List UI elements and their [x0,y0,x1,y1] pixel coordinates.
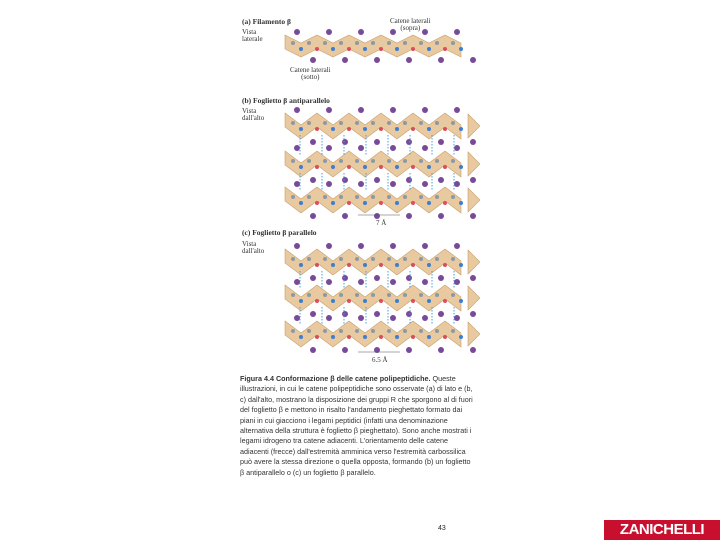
panel-c-strand-3-r-group [454,315,460,321]
panel-a-strand-atom [355,41,359,45]
panel-b-strand-1-atom [291,121,295,125]
panel-b-strand-3-atom [379,201,383,205]
panel-a-strand-r-group [342,57,348,63]
panel-b-strand-2-atom [411,165,415,169]
panel-c-strand-2-arrow [468,286,480,310]
panel-a-strand-atom [411,47,415,51]
panel-c-strand-3-atom [355,329,359,333]
panel-a-strand-atom [323,41,327,45]
panel-a-strand-atom [363,47,367,51]
panel-b-strand-3-r-group [454,181,460,187]
panel-c-strand-3-atom [451,329,455,333]
panel-c-strand-1-atom [387,257,391,261]
panel-c-strand-3-r-group [326,315,332,321]
panel-a-strand-r-group [294,29,300,35]
panel-a-heading: (a) Filamento β [242,17,291,26]
panel-c-strand-1-atom [379,263,383,267]
panel-a-strand-atom [291,41,295,45]
beta-sheet-figure [240,0,480,372]
panel-c-strand-1-r-group [470,275,476,281]
panel-c-strand-3-r-group [438,347,444,353]
page-number: 43 [438,525,446,532]
figure-caption [240,374,476,478]
panel-b-strand-2-atom [435,159,439,163]
panel-c-strand-3-r-group [310,347,316,353]
panel-b-strand-2-arrow [468,152,480,176]
panel-b-strand-1-atom [395,127,399,131]
panel-c-strand-1-atom [315,263,319,267]
panel-b-strand-3-atom [459,201,463,205]
panel-c-strand-3-arrow [468,322,480,346]
panel-b-strand-1-atom [403,121,407,125]
panel-a-strand-atom [435,41,439,45]
panel-c-strand-2-r-group [422,279,428,285]
panel-c-strand-3-r-group [342,347,348,353]
panel-c-strand-1-atom [355,257,359,261]
panel-b-strand-3-atom [315,201,319,205]
panel-c-top-view-label: Vista dall'alto [242,240,265,256]
panel-a-strand-r-group [438,57,444,63]
panel-c-strand-1-atom [347,263,351,267]
panel-b-strand-1-atom [411,127,415,131]
panel-b-strand-3-atom [419,195,423,199]
panel-b-strand-1-atom [299,127,303,131]
panel-b-strand-1-atom [419,121,423,125]
panel-b-strand-1-atom [371,121,375,125]
panel-c-distance-label: 6.5 Å [372,356,388,364]
panel-c-strand-3-atom [331,335,335,339]
panel-c-strand-3-atom [347,335,351,339]
panel-b-strand-2-atom [347,165,351,169]
panel-b-strand-2-r-group [294,145,300,151]
panel-b-strand-2-atom [355,159,359,163]
panel-a-strand-r-group [358,29,364,35]
panel-b-strand-3-atom [331,201,335,205]
panel-c-strand-2-atom [379,299,383,303]
panel-c-strand-2-atom [339,293,343,297]
caption-body: Queste illustrazioni, in cui le catene polipeptidiche sono osservate (a) di lato e (b, c) dall'alto, mostrano la disposizione dei gruppi R che sporgono al di fuori del foglietto β e mettono in risalto l'andamento pieghettato formato dai piani in cui giacciono i legami peptidici (infatti una denominazione alternativa della struttura è foglietto β pieghettato). Sono anche mostrati i legami idrogeno tra catene adiacenti. L'orientamento delle catene adiacenti (frecce) dall'estremità amminica verso l'estremità carbossilica può avere la stessa direzione o quella opposta, formando (b) un foglietto β antiparallelo o (c) un foglietto β parallelo. [240,374,473,477]
panel-b-strand-2-atom [451,159,455,163]
panel-b-strand-1-r-group [358,107,364,113]
panel-b-top-view-label: Vista dall'alto [242,107,265,123]
panel-b-strand-3-atom [363,201,367,205]
panel-b-strand-1-r-group [390,107,396,113]
panel-c-strand-2-atom [331,299,335,303]
panel-a-side-view-label: Vista laterale [242,28,263,44]
panel-c-strand-3-atom [307,329,311,333]
panel-b-strand-1-atom [379,127,383,131]
zanichelli-logo: ZANICHELLI [604,520,720,540]
panel-c-strand-2-atom [347,299,351,303]
panel-b-strand-1-atom [315,127,319,131]
panel-c-strand-1-atom [331,263,335,267]
panel-b-strand-1-r-group [294,107,300,113]
panel-c-strand-1-atom [395,263,399,267]
panel-b-strand-1-atom [435,121,439,125]
panel-c-strand-1-atom [427,263,431,267]
panel-b-strand-2-r-group [470,177,476,183]
caption-title-text: Conformazione β delle catene polipeptidiche. [275,374,431,383]
panel-c-strand-1-atom [459,263,463,267]
panel-c-strand-2-atom [427,299,431,303]
panel-b-strand-3-r-group [422,181,428,187]
panel-b-strand-1-r-group [422,107,428,113]
panel-c-strand-3-atom [299,335,303,339]
panel-b-strand-2-atom [387,159,391,163]
panel-c-strand-1-r-group [454,243,460,249]
panel-c-strand-3-r-group [390,315,396,321]
panel-b-strand-3-r-group [438,213,444,219]
panel-b-strand-3-atom [347,201,351,205]
panel-b-strand-1-r-group [406,139,412,145]
panel-b-strand-2-atom [299,165,303,169]
panel-c-strand-1-r-group [326,243,332,249]
panel-c-strand-3-r-group [470,347,476,353]
panel-a-strand-r-group [310,57,316,63]
panel-b-strand-3-atom [371,195,375,199]
panel-c-strand-2-r-group [454,279,460,285]
panel-c-strand-1-atom [291,257,295,261]
panel-c-strand-2-atom [411,299,415,303]
panel-c-strand-1-r-group [422,243,428,249]
panel-a-strand-atom [427,47,431,51]
panel-c-strand-3-atom [363,335,367,339]
panel-c-strand-3-atom [403,329,407,333]
panel-c-strand-1-atom [323,257,327,261]
panel-b-strand-1-atom [307,121,311,125]
panel-c-strand-1-r-group [406,275,412,281]
panel-b-strand-3-r-group [326,181,332,187]
panel-c-strand-3-atom [459,335,463,339]
panel-c-strand-2-atom [307,293,311,297]
panel-c-strand-1-atom [411,263,415,267]
panel-c-strand-1-atom [403,257,407,261]
panel-c-strand-2-atom [371,293,375,297]
panel-c-strand-3-atom [379,335,383,339]
panel-c-strand-2-atom [291,293,295,297]
panel-b-strand-2-atom [363,165,367,169]
panel-b-strand-2-atom [395,165,399,169]
panel-c-strand-2-r-group [294,279,300,285]
panel-a-strand-atom [419,41,423,45]
panel-b-strand-3-r-group [342,213,348,219]
panel-b-strand-3-r-group [390,181,396,187]
panel-b-strand-2 [285,151,461,177]
panel-c-strand-2-r-group [438,311,444,317]
panel-b-strand-3-atom [323,195,327,199]
panel-c-strand-3-atom [427,335,431,339]
panel-b-strand-1-r-group [454,107,460,113]
panel-c-strand-2-atom [355,293,359,297]
panel-c-strand-1-atom [307,257,311,261]
panel-b-strand-2-r-group [342,177,348,183]
panel-b-strand-3-atom [355,195,359,199]
panel-c-strand-3-atom [411,335,415,339]
panel-b-strand-1-atom [427,127,431,131]
panel-c-strand-1-atom [363,263,367,267]
figure-illustration [240,0,480,372]
panel-a-strand-atom [395,47,399,51]
panel-b-strand-2-atom [459,165,463,169]
panel-b-strand-2-r-group [326,145,332,151]
panel-b-strand-3-atom [395,201,399,205]
panel-c-strand-2-atom [459,299,463,303]
panel-b-strand-1-r-group [310,139,316,145]
panel-c-strand-3-atom [323,329,327,333]
panel-a-strand-atom [331,47,335,51]
panel-b-strand-2-atom [339,159,343,163]
panel-c-strand-3-r-group [358,315,364,321]
panel-b-strand-1-r-group [326,107,332,113]
panel-b-strand-2-r-group [358,145,364,151]
panel-b-strand-2-atom [443,165,447,169]
panel-c-strand-1-r-group [390,243,396,249]
panel-b-strand-1-arrow [468,114,480,138]
panel-c-strand-1-r-group [438,275,444,281]
panel-c-strand-2-atom [451,293,455,297]
panel-b-strand-2-atom [403,159,407,163]
panel-c-strand-1-r-group [374,275,380,281]
panel-b-strand-1-atom [347,127,351,131]
panel-b-strand-3-r-group [358,181,364,187]
panel-a-strand-atom [339,41,343,45]
panel-b-strand-3-atom [411,201,415,205]
panel-b-strand-2-atom [331,165,335,169]
panel-c-strand-3-atom [419,329,423,333]
panel-a-strand-r-group [374,57,380,63]
panel-b-strand-3-r-group [470,213,476,219]
panel-a-strand-atom [347,47,351,51]
panel-b-strand-3-atom [291,195,295,199]
panel-a-strand-atom [371,41,375,45]
panel-b-strand-2-r-group [422,145,428,151]
panel-b-strand-2-atom [315,165,319,169]
panel-c-strand-1-atom [419,257,423,261]
panel-b-strand-2-atom [419,159,423,163]
panel-a-strand-atom [387,41,391,45]
panel-b-strand-3 [285,187,461,213]
panel-b-distance-label: 7 Å [376,219,387,227]
panel-b-strand-1-atom [331,127,335,131]
panel-a-side-chains-top-label: Catene laterali (sopra) [390,17,431,33]
panel-b-strand-1-atom [323,121,327,125]
panel-a-side-chains-bottom-label: Catene laterali (sotto) [290,66,331,82]
panel-b-strand-3-r-group [406,213,412,219]
panel-a-strand-r-group [406,57,412,63]
panel-b-strand-1-r-group [438,139,444,145]
panel-c-strand-2-atom [403,293,407,297]
panel-a-strand-atom [451,41,455,45]
panel-b-strand-2-atom [323,159,327,163]
panel-b-strand-3-r-group [294,181,300,187]
panel-c-strand-1-r-group [310,275,316,281]
panel-b-strand-2-atom [307,159,311,163]
panel-b-strand-1-r-group [374,139,380,145]
panel-c-strand-3-atom [395,335,399,339]
panel-b-strand-2-r-group [438,177,444,183]
panel-b-strand-3-atom [403,195,407,199]
panel-c-strand-1-arrow [468,250,480,274]
panel-c-strand-2-atom [387,293,391,297]
panel-c-strand-2-r-group [326,279,332,285]
panel-c-strand-2-atom [363,299,367,303]
panel-b-strand-2-r-group [454,145,460,151]
panel-b-strand-3-atom [443,201,447,205]
panel-c-strand-1-r-group [358,243,364,249]
panel-c-strand-1-atom [339,257,343,261]
panel-c-strand-1 [285,249,461,275]
panel-a-strand-atom [299,47,303,51]
panel-c-strand-2-r-group [342,311,348,317]
panel-b-strand-2-r-group [390,145,396,151]
panel-c-strand-3-r-group [294,315,300,321]
panel-c-strand-3-atom [371,329,375,333]
panel-b-strand-1-atom [443,127,447,131]
panel-b-strand-2-atom [371,159,375,163]
panel-a-strand [285,35,461,57]
panel-b-strand-1-atom [339,121,343,125]
panel-c-strand-2-r-group [470,311,476,317]
panel-a-strand-r-group [454,29,460,35]
panel-c-strand-3-atom [291,329,295,333]
panel-b-strand-1-atom [451,121,455,125]
panel-c-strand-3-atom [387,329,391,333]
panel-c-strand-2-atom [435,293,439,297]
panel-b-strand-2-atom [427,165,431,169]
panel-c-strand-2 [285,285,461,311]
panel-c-strand-3-r-group [406,347,412,353]
panel-a-strand-r-group [326,29,332,35]
panel-a-strand-atom [403,41,407,45]
panel-a-strand-r-group [470,57,476,63]
panel-c-strand-2-atom [419,293,423,297]
panel-b-strand-3-atom [387,195,391,199]
panel-c-strand-1-atom [451,257,455,261]
panel-c-strand-1-atom [443,263,447,267]
panel-b-strand-3-atom [427,201,431,205]
panel-b-strand-3-atom [451,195,455,199]
panel-a-strand-atom [315,47,319,51]
panel-c-heading: (c) Foglietto β parallelo [242,228,317,237]
panel-c-strand-2-atom [315,299,319,303]
panel-c-strand-2-atom [443,299,447,303]
panel-c-strand-2-r-group [390,279,396,285]
panel-b-strand-1-atom [459,127,463,131]
panel-b-strand-1-atom [355,121,359,125]
panel-a-strand-atom [443,47,447,51]
panel-c-strand-1-atom [371,257,375,261]
panel-c-strand-2-r-group [406,311,412,317]
panel-a-strand-atom [459,47,463,51]
panel-c-strand-3-atom [339,329,343,333]
panel-b-strand-3-arrow [468,188,480,212]
caption-title: Figura 4.4 [240,374,274,383]
panel-c-strand-2-r-group [374,311,380,317]
panel-b-strand-2-atom [379,165,383,169]
panel-c-strand-2-atom [323,293,327,297]
panel-c-strand-1-r-group [294,243,300,249]
panel-b-strand-3-r-group [310,213,316,219]
panel-c-strand-3-atom [435,329,439,333]
panel-c-strand-3-atom [315,335,319,339]
panel-b-strand-1-r-group [342,139,348,145]
panel-a-strand-atom [379,47,383,51]
panel-c-strand-2-atom [299,299,303,303]
panel-b-heading: (b) Foglietto β antiparallelo [242,96,330,105]
panel-b-strand-1-r-group [470,139,476,145]
panel-b-strand-1-atom [387,121,391,125]
panel-c-strand-1-atom [435,257,439,261]
panel-b-strand-3-atom [435,195,439,199]
panel-b-strand-3-atom [307,195,311,199]
panel-a-strand-atom [307,41,311,45]
panel-c-strand-2-r-group [358,279,364,285]
panel-b-strand-1 [285,113,461,139]
panel-b-strand-2-r-group [406,177,412,183]
panel-c-strand-2-r-group [310,311,316,317]
panel-c-strand-3-r-group [422,315,428,321]
panel-c-strand-3-atom [443,335,447,339]
panel-c-strand-2-atom [395,299,399,303]
panel-b-strand-2-r-group [310,177,316,183]
panel-c-strand-1-r-group [342,275,348,281]
panel-c-strand-3 [285,321,461,347]
panel-b-strand-1-atom [363,127,367,131]
panel-b-strand-2-atom [291,159,295,163]
panel-b-strand-2-r-group [374,177,380,183]
panel-b-strand-3-atom [339,195,343,199]
panel-b-strand-3-atom [299,201,303,205]
panel-c-strand-1-atom [299,263,303,267]
